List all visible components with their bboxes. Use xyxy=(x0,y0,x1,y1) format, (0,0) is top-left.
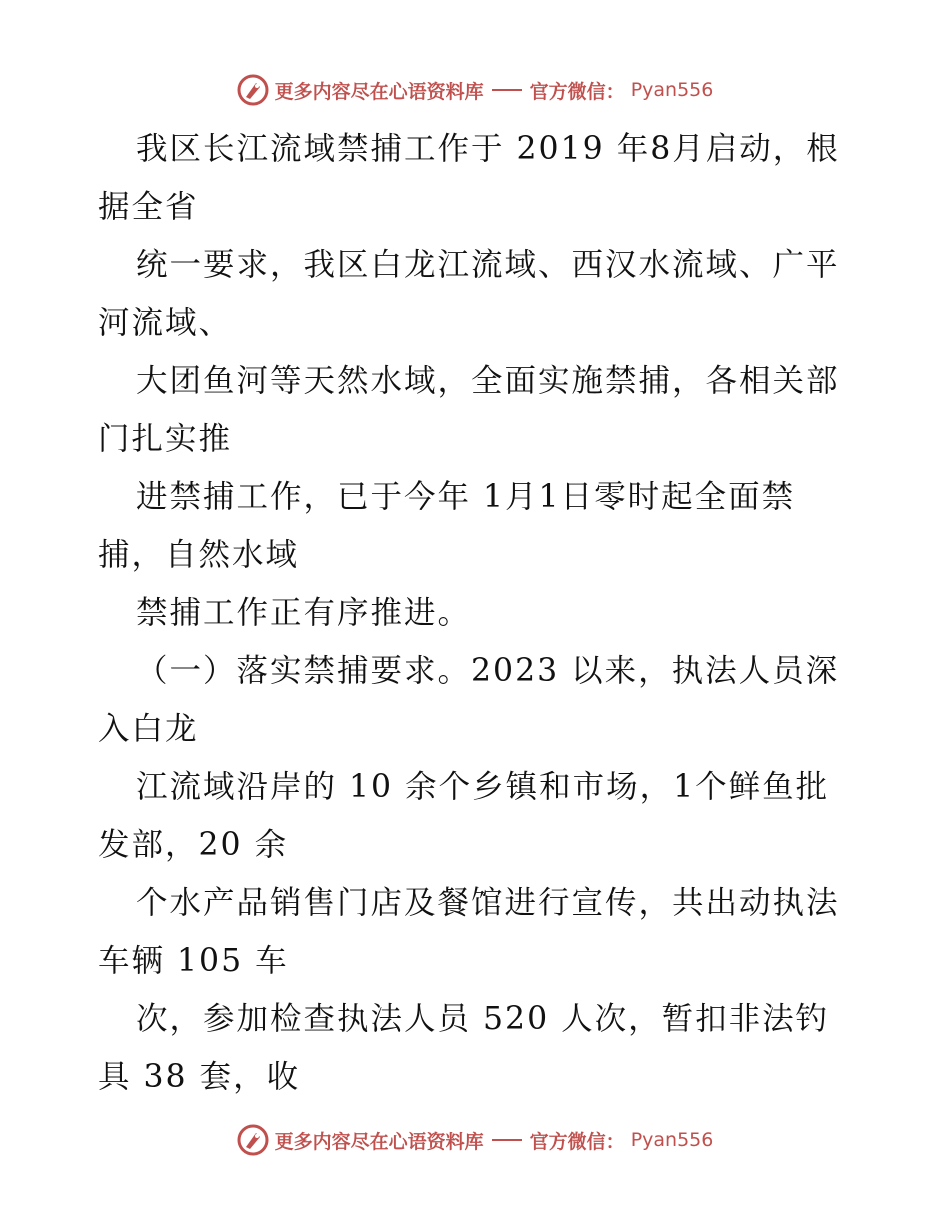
body-text-line: 车辆 105 车 xyxy=(98,943,289,979)
watermark-dash xyxy=(492,89,522,91)
watermark-wechat-label: 官方微信： xyxy=(529,80,625,103)
body-text-line: 据全省 xyxy=(98,189,199,225)
watermark-brand-text: 更多内容尽在心语资料库 xyxy=(274,1130,484,1153)
body-text-line: 次，参加检查执法人员 520 人次，暂扣非法钓 xyxy=(136,1001,830,1037)
footer-watermark xyxy=(0,1120,950,1160)
body-text-line: 门扎实推 xyxy=(98,421,233,457)
header-watermark xyxy=(0,70,950,110)
pen-nib-logo-icon xyxy=(237,74,269,106)
body-text-line: 具 38 套，收 xyxy=(98,1059,301,1095)
body-text-line: 我区长江流域禁捕工作于 2019 年8月启动，根 xyxy=(136,131,840,167)
body-text-line: 禁捕工作正有序推进。 xyxy=(136,595,472,631)
watermark-wechat-id: Pyan556 xyxy=(630,1129,714,1151)
body-text-line: 统一要求，我区白龙江流域、西汉水流域、广平 xyxy=(136,247,840,283)
body-text-line: 个水产品销售门店及餐馆进行宣传，共出动执法 xyxy=(136,885,840,921)
body-text-line: 大团鱼河等天然水域，全面实施禁捕，各相关部 xyxy=(136,363,840,399)
body-text-line: 入白龙 xyxy=(98,711,199,747)
document-body xyxy=(98,120,858,1106)
watermark-wechat-label: 官方微信： xyxy=(529,1130,625,1153)
pen-nib-logo-icon xyxy=(237,1124,269,1156)
watermark-wechat-id: Pyan556 xyxy=(630,79,714,101)
body-text-line: 捕，自然水域 xyxy=(98,537,300,573)
watermark-dash xyxy=(492,1139,522,1141)
body-text-line: （一）落实禁捕要求。2023 以来，执法人员深 xyxy=(136,653,840,689)
body-text-line: 江流域沿岸的 10 余个乡镇和市场，1个鲜鱼批 xyxy=(136,769,830,805)
watermark-brand-text: 更多内容尽在心语资料库 xyxy=(274,80,484,103)
body-text-line: 河流域、 xyxy=(98,305,233,341)
body-text-line: 进禁捕工作，已于今年 1月1日零时起全面禁 xyxy=(136,479,796,515)
body-text-line: 发部，20 余 xyxy=(98,827,289,863)
